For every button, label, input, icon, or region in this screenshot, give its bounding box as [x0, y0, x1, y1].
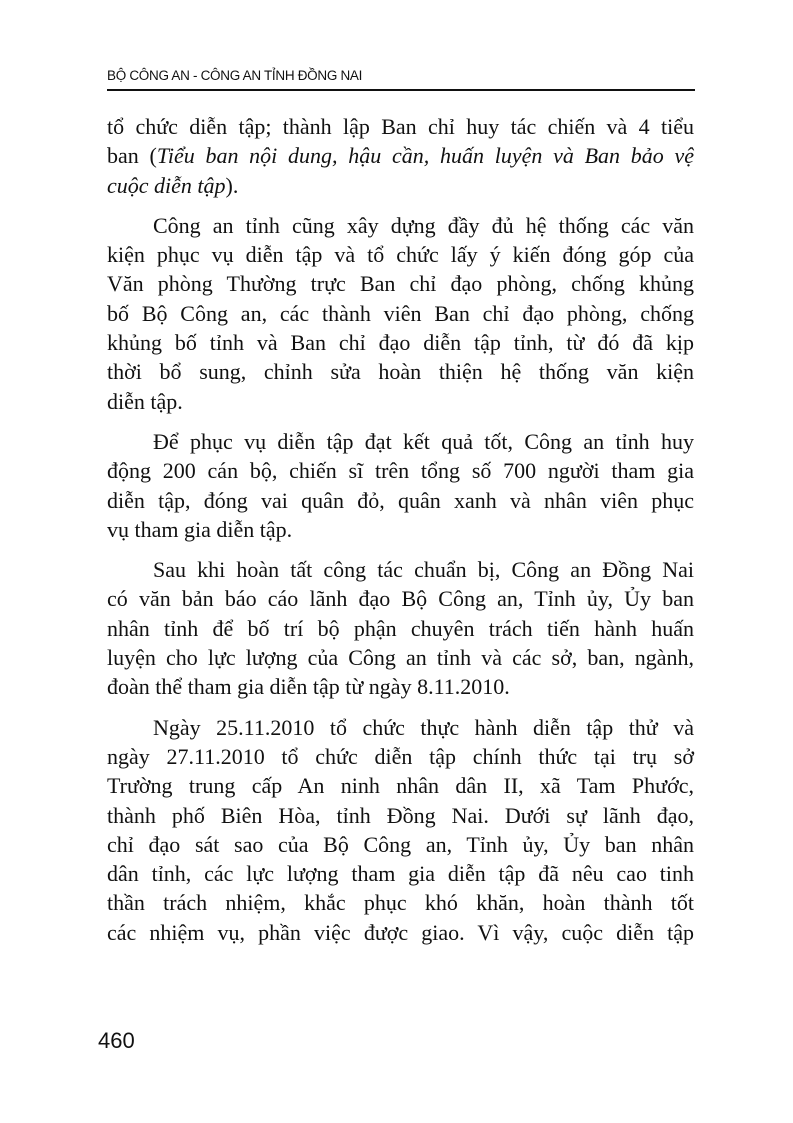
text-line: diễn tập, đóng vai quân đỏ, quân xanh và nhân viên phục [107, 487, 694, 513]
text-line [107, 141, 694, 170]
text-line: Ngày 25.11.2010 tổ chức thực hành diễn tập thử và [153, 714, 694, 740]
text-line: Công an tỉnh cũng xây dựng đầy đủ hệ thống các văn [153, 212, 694, 238]
text-fragment: ban ( [107, 143, 157, 169]
page-number: 460 [98, 1028, 135, 1053]
paragraph-3 [107, 427, 694, 544]
italic-text: cuộc diễn tập [107, 172, 226, 198]
text-line: luyện cho lực lượng của Công an tỉnh và các sở, ban, ngành, [107, 645, 694, 671]
text-line: kiện phục vụ diễn tập và tổ chức lấy ý kiến đóng góp của [107, 242, 694, 268]
page-body [107, 112, 694, 947]
text-line: Sau khi hoàn tất công tác chuẩn bị, Công an Đồng Nai [153, 557, 694, 583]
text-line: động 200 cán bộ, chiến sĩ trên tổng số 700 người tham gia [107, 458, 694, 484]
text-line: dân tỉnh, các lực lượng tham gia diễn tập đã nêu cao tinh [107, 861, 694, 887]
text-line: Trường trung cấp An ninh nhân dân II, xã Tam Phước, [107, 773, 694, 799]
text-fragment: ). [225, 172, 239, 198]
text-line: ngày 27.11.2010 tổ chức diễn tập chính thức tại trụ sở [107, 743, 694, 769]
text-line: Văn phòng Thường trực Ban chỉ đạo phòng, chống khủng [107, 271, 694, 297]
paragraph-5 [107, 713, 694, 947]
text-line: thời bổ sung, chỉnh sửa hoàn thiện hệ thống văn kiện [107, 359, 694, 385]
text-line: thành phố Biên Hòa, tỉnh Đồng Nai. Dưới sự lãnh đạo, [107, 802, 694, 828]
text-line: vụ tham gia diễn tập. [107, 516, 293, 542]
text-line: diễn tập. [107, 388, 183, 414]
text-line [107, 171, 694, 200]
paragraph-4 [107, 555, 694, 701]
paragraph-2 [107, 211, 694, 416]
paragraph-1 [107, 112, 694, 200]
text-line: nhân tỉnh để bố trí bộ phận chuyên trách tiến hành huấn [107, 615, 694, 641]
text-line: khủng bố tỉnh và Ban chỉ đạo diễn tập tỉnh, từ đó đã kịp [107, 330, 694, 356]
text-line: Để phục vụ diễn tập đạt kết quả tốt, Công an tỉnh huy [153, 428, 694, 454]
text-line: đoàn thể tham gia diễn tập từ ngày 8.11.2010. [107, 674, 510, 700]
italic-text: Tiểu ban nội dung, hậu cần, huấn luyện và Ban bảo vệ [156, 143, 694, 169]
header-rule [107, 89, 695, 91]
text-line: chỉ đạo sát sao của Bộ Công an, Tỉnh ủy, Ủy ban nhân [107, 831, 694, 857]
text-line: bố Bộ Công an, các thành viên Ban chỉ đạo phòng, chống [107, 300, 694, 326]
running-header: BỘ CÔNG AN - CÔNG AN TỈNH ĐỒNG NAI [107, 68, 363, 83]
text-line: thần trách nhiệm, khắc phục khó khăn, hoàn thành tốt [107, 890, 694, 916]
text-line: tổ chức diễn tập; thành lập Ban chỉ huy tác chiến và 4 tiểu [107, 114, 694, 139]
text-line: có văn bản báo cáo lãnh đạo Bộ Công an, Tỉnh ủy, Ủy ban [107, 586, 694, 612]
text-line: các nhiệm vụ, phần việc được giao. Vì vậy, cuộc diễn tập [107, 919, 694, 945]
